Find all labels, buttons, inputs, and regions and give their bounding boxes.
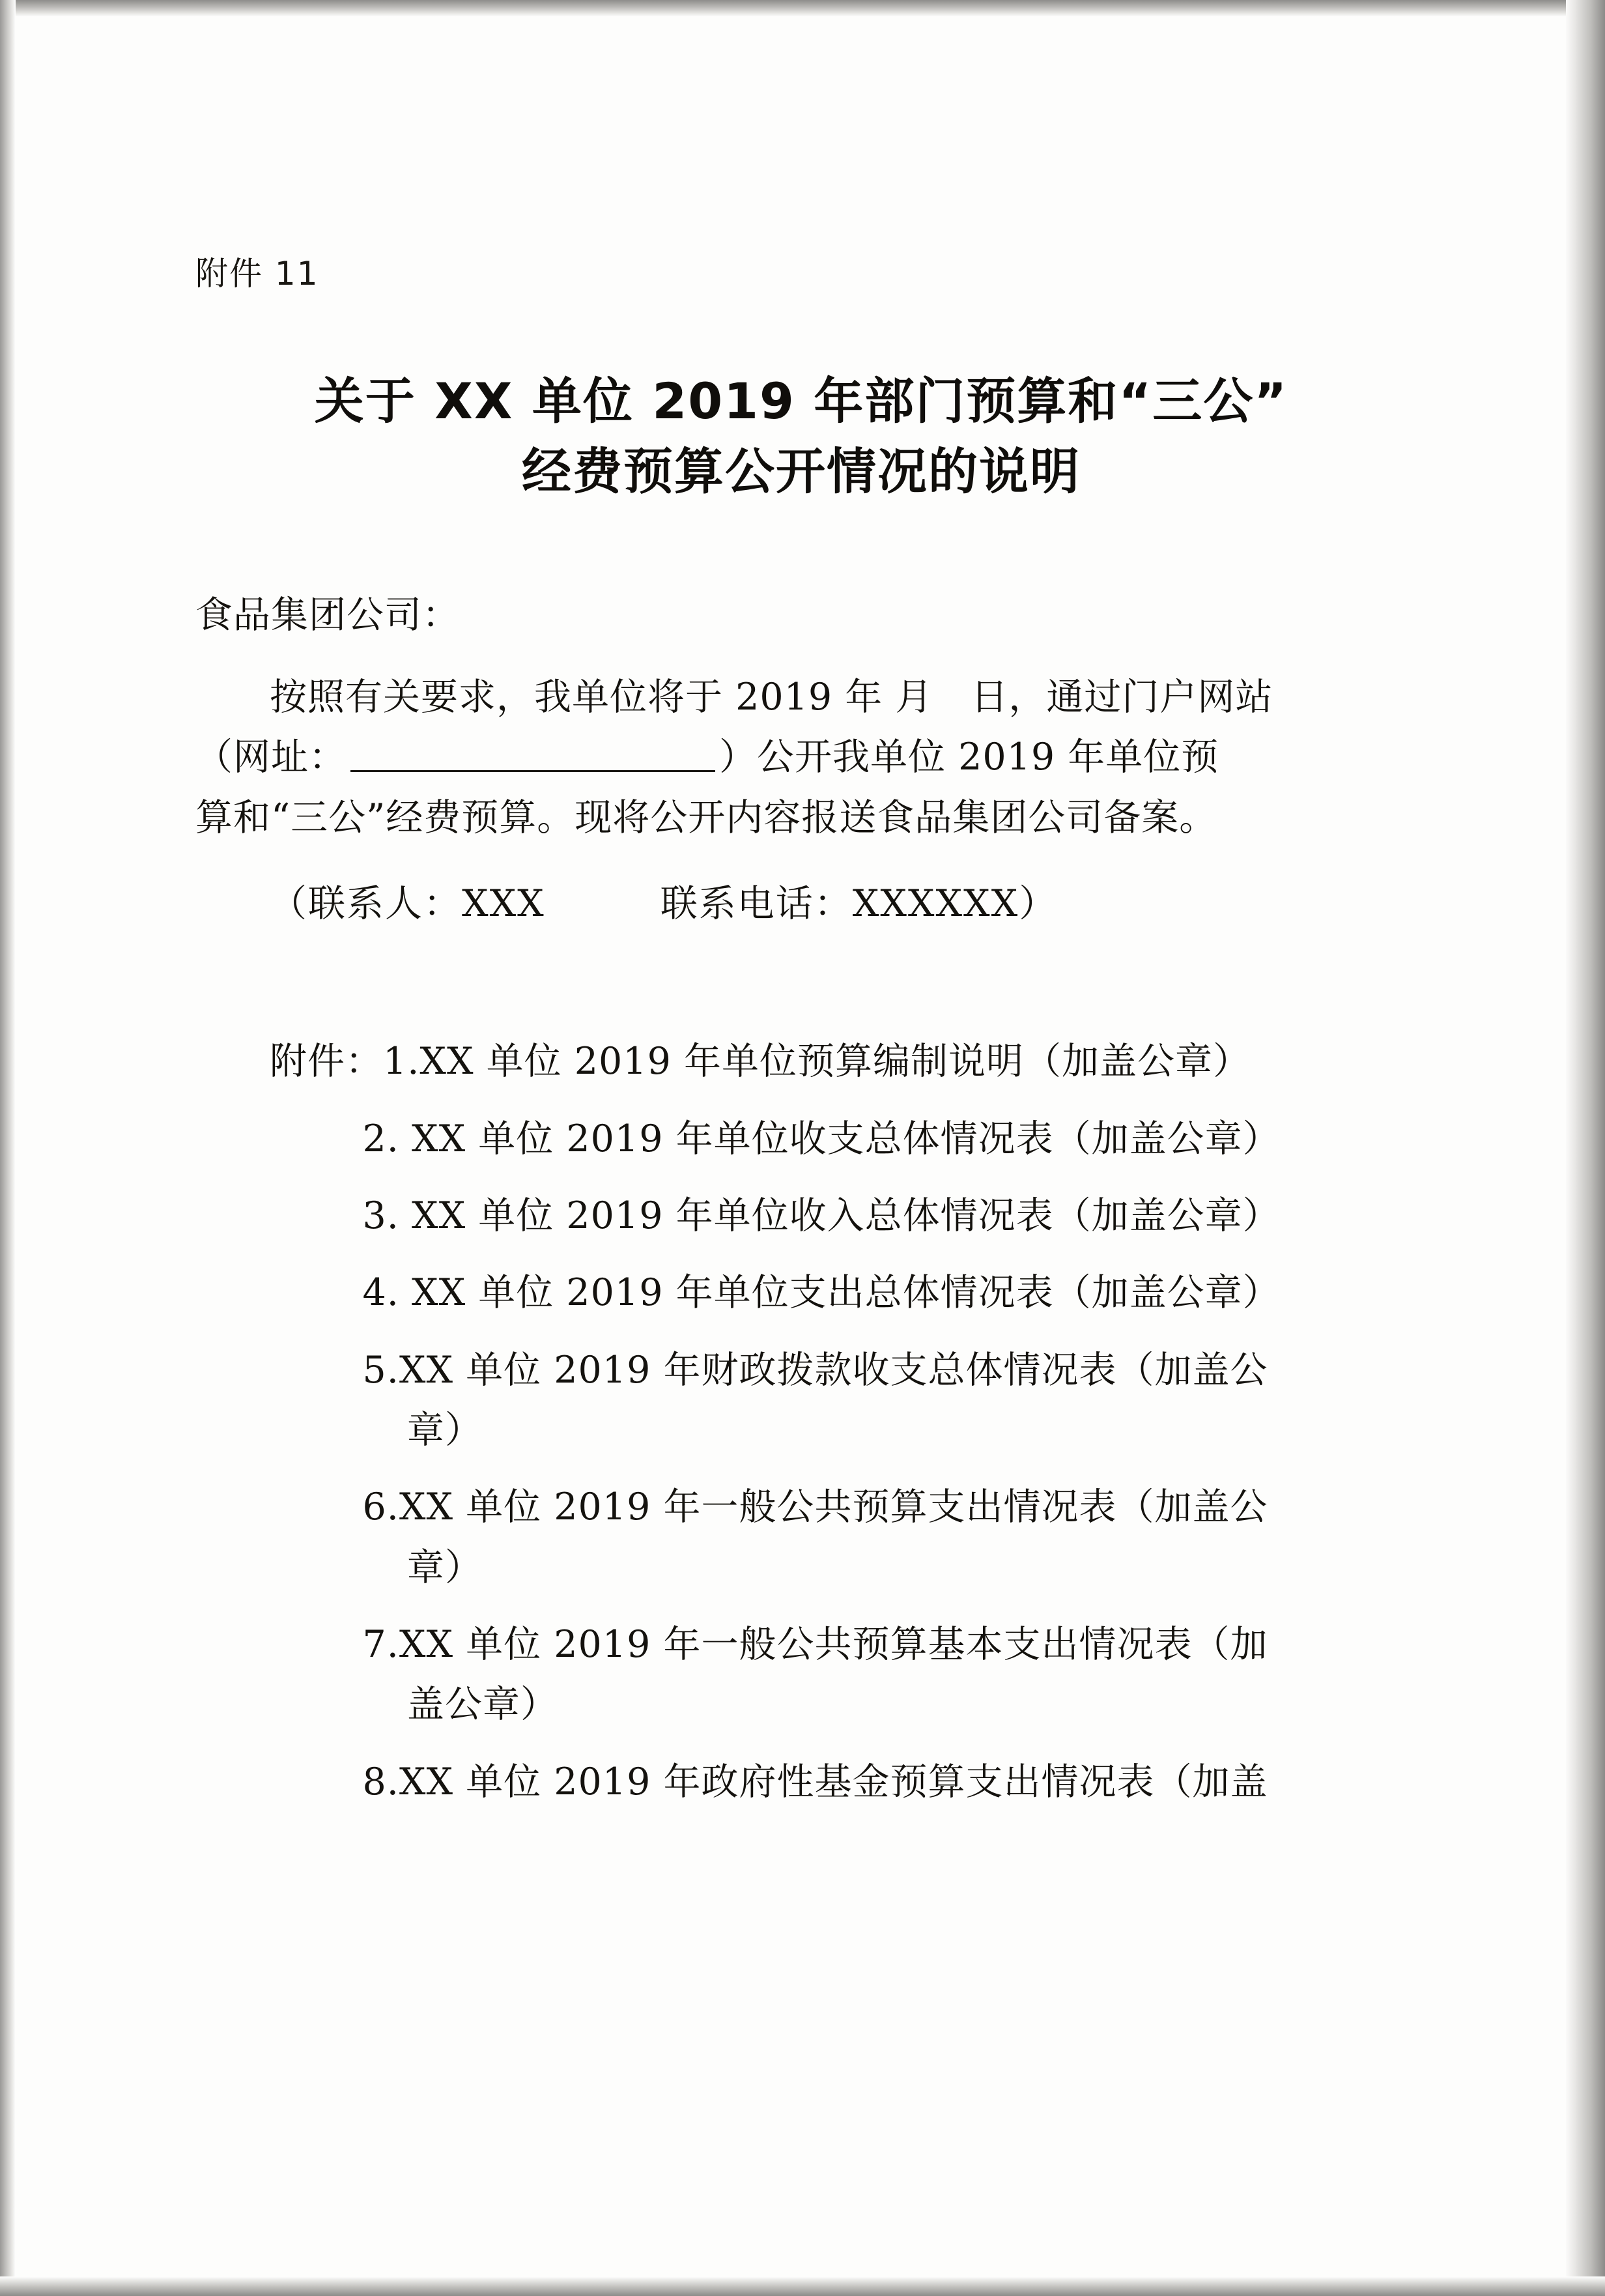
scan-edge-top (0, 0, 1605, 17)
contact-line: （联系人：XXX 联系电话：XXXXXX） (270, 882, 1058, 926)
attachment-number: 附件 11 (195, 255, 319, 293)
salutation: 食品集团公司： (195, 593, 460, 637)
scan-edge-right (1566, 0, 1605, 2296)
attachment-item-4: 4. XX 单位 2019 年单位支出总体情况表（加盖公章） (362, 1271, 1281, 1315)
attachment-item-7-line-1: 7.XX 单位 2019 年一般公共预算基本支出情况表（加 (362, 1623, 1268, 1667)
page-title-line-2: 经费预算公开情况的说明 (522, 442, 1081, 500)
attachment-item-6-line-2: 章） (406, 1545, 483, 1589)
attachment-item-6 (195, 1477, 1407, 1598)
paragraph-notice (195, 667, 1407, 848)
attachment-item-8: 8.XX 单位 2019 年政府性基金预算支出情况表（加盖 (362, 1760, 1268, 1803)
page-title (293, 366, 1309, 507)
scan-edge-bottom (0, 2276, 1605, 2296)
paragraph-notice-part-2: （网址： (195, 736, 347, 779)
attachment-item-1: 1.XX 单位 2019 年单位预算编制说明（加盖公章） (383, 1040, 1251, 1083)
attachment-item-3: 3. XX 单位 2019 年单位收入总体情况表（加盖公章） (362, 1194, 1281, 1238)
website-blank-field[interactable] (350, 770, 715, 772)
attachment-list (195, 1031, 1407, 1812)
attachment-item-5 (195, 1340, 1407, 1461)
document-body (195, 585, 1407, 1812)
attachment-item-6-line-1: 6.XX 单位 2019 年一般公共预算支出情况表（加盖公 (362, 1485, 1268, 1529)
paragraph-notice-part-4: 算和“三公”经费预算。现将公开内容报送食品集团公司备案。 (195, 796, 1217, 839)
attachment-item-5-line-1: 5.XX 单位 2019 年财政拨款收支总体情况表（加盖公 (362, 1348, 1268, 1392)
attachment-item-2: 2. XX 单位 2019 年单位收支总体情况表（加盖公章） (362, 1117, 1281, 1160)
attachment-item-5-line-2: 章） (406, 1409, 483, 1452)
paragraph-notice-part-3: ）公开我单位 2019 年单位预 (719, 736, 1219, 779)
page-title-line-1: 关于 XX 单位 2019 年部门预算和“三公” (314, 372, 1288, 430)
document-content (195, 248, 1407, 1829)
attachment-item-7 (195, 1614, 1407, 1735)
scan-edge-left (0, 0, 16, 2296)
attachment-list-first-row (195, 1031, 1407, 1091)
attachment-item-7-line-2: 盖公章） (406, 1683, 558, 1727)
paragraph-notice-part-1: 按照有关要求，我单位将于 2019 年 月 日，通过门户网站 (270, 676, 1273, 719)
attachments-label: 附件： (270, 1040, 383, 1083)
